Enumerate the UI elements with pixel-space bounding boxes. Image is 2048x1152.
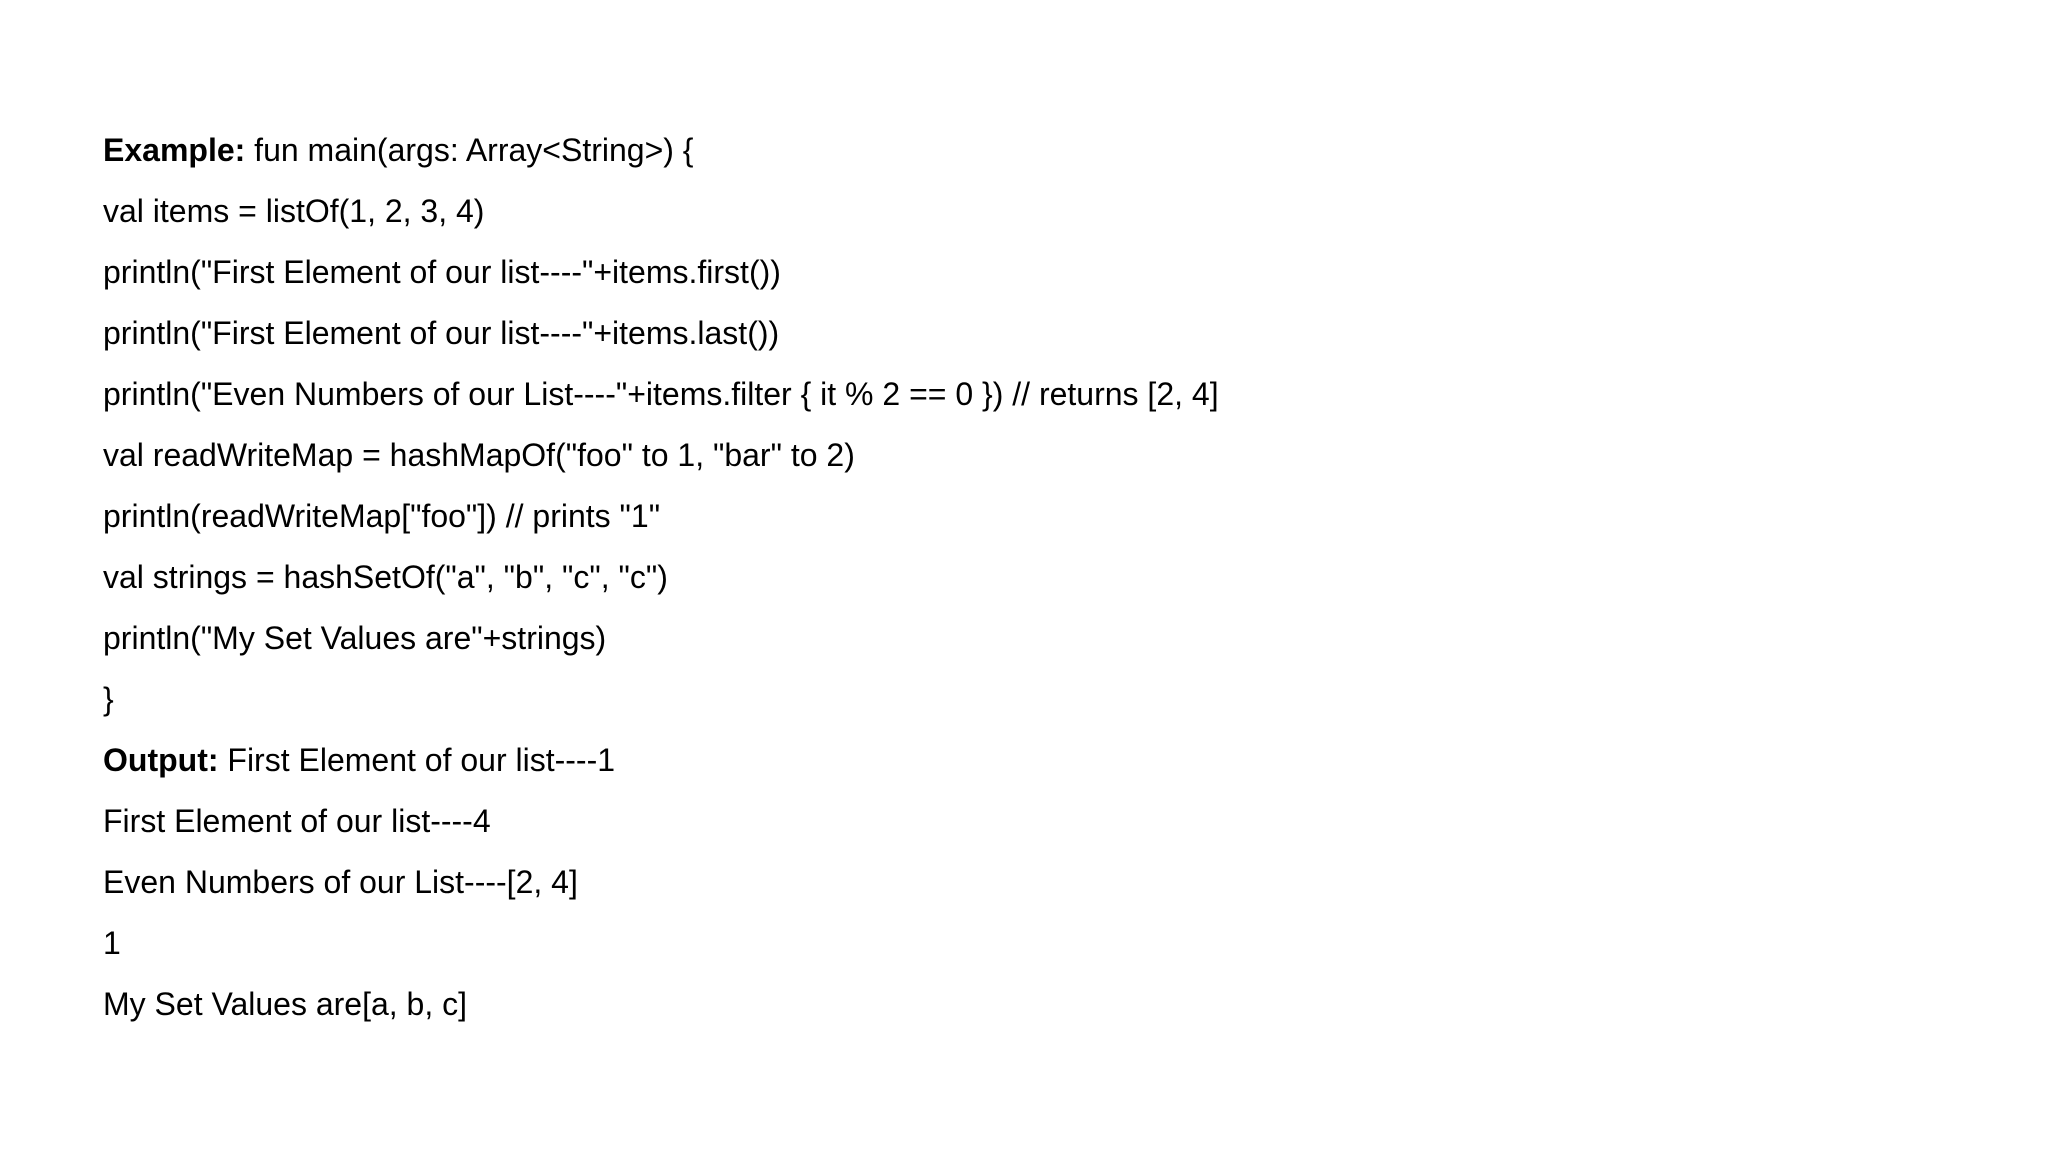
code-line: println("First Element of our list----"+items.first()): [103, 254, 781, 290]
code-line: println(readWriteMap["foo"]) // prints "1": [103, 498, 661, 534]
code-line: val readWriteMap = hashMapOf("foo" to 1, "bar" to 2): [103, 437, 855, 473]
code-line: println("First Element of our list----"+items.last()): [103, 315, 780, 351]
code-line: val strings = hashSetOf("a", "b", "c", "c"): [103, 559, 668, 595]
code-line: println("My Set Values are"+strings): [103, 620, 607, 656]
output-line: My Set Values are[a, b, c]: [103, 986, 468, 1022]
code-line: }: [103, 681, 114, 717]
output-line-0: [103, 730, 2003, 791]
output-label: Output:: [103, 742, 219, 778]
output-line: 1: [103, 925, 121, 961]
output-line: First Element of our list----4: [103, 803, 491, 839]
code-line: println("Even Numbers of our List----"+items.filter { it % 2 == 0 }) // returns [2, 4]: [103, 376, 1219, 412]
example-line-0: [103, 120, 2003, 181]
example-first-line: fun main(args: Array<String>) {: [245, 132, 694, 168]
example-label: Example:: [103, 132, 246, 168]
output-first-line: First Element of our list----1: [218, 742, 616, 778]
code-example-block: [103, 120, 2003, 1035]
code-line: val items = listOf(1, 2, 3, 4): [103, 193, 485, 229]
output-line: Even Numbers of our List----[2, 4]: [103, 864, 578, 900]
